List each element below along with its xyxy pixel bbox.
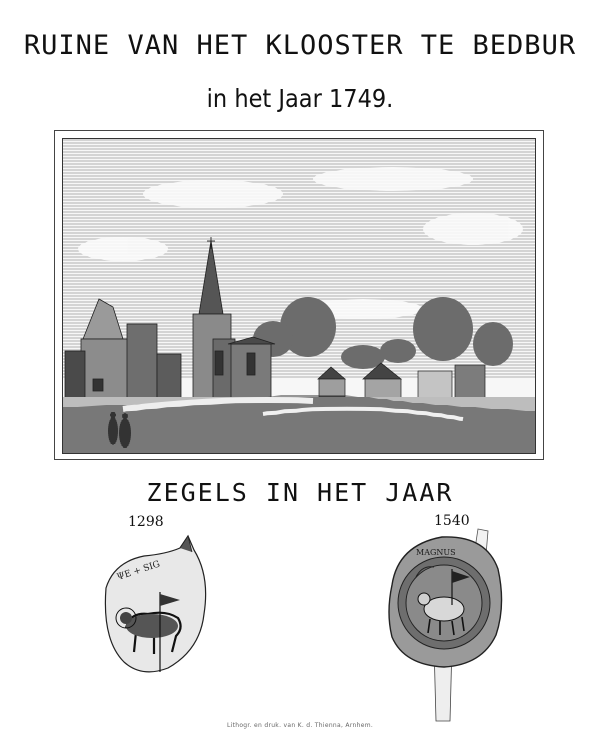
printer-imprint: Lithogr. en druk. van K. d. Thienna, Arnhem.: [226, 722, 374, 729]
seal-1540-inscription: MAGNUS: [416, 548, 456, 557]
seal-1298-inscription: ΨE + SIG: [115, 559, 162, 583]
engraving-frame: [62, 138, 536, 454]
ruin-landscape-engraving: [63, 139, 535, 453]
page-title: RUINE VAN HET KLOOSTER TE BEDBUR: [23, 30, 577, 61]
seal-year-1540: 1540: [434, 513, 470, 529]
seal-1540-lamb-icon: [378, 525, 508, 725]
seal-1298-lamb-icon: [96, 532, 212, 682]
seals-heading: ZEGELS IN HET JAAR: [146, 478, 454, 507]
seal-year-1298: 1298: [128, 514, 164, 530]
page-subtitle: in het Jaar 1749.: [206, 84, 394, 113]
